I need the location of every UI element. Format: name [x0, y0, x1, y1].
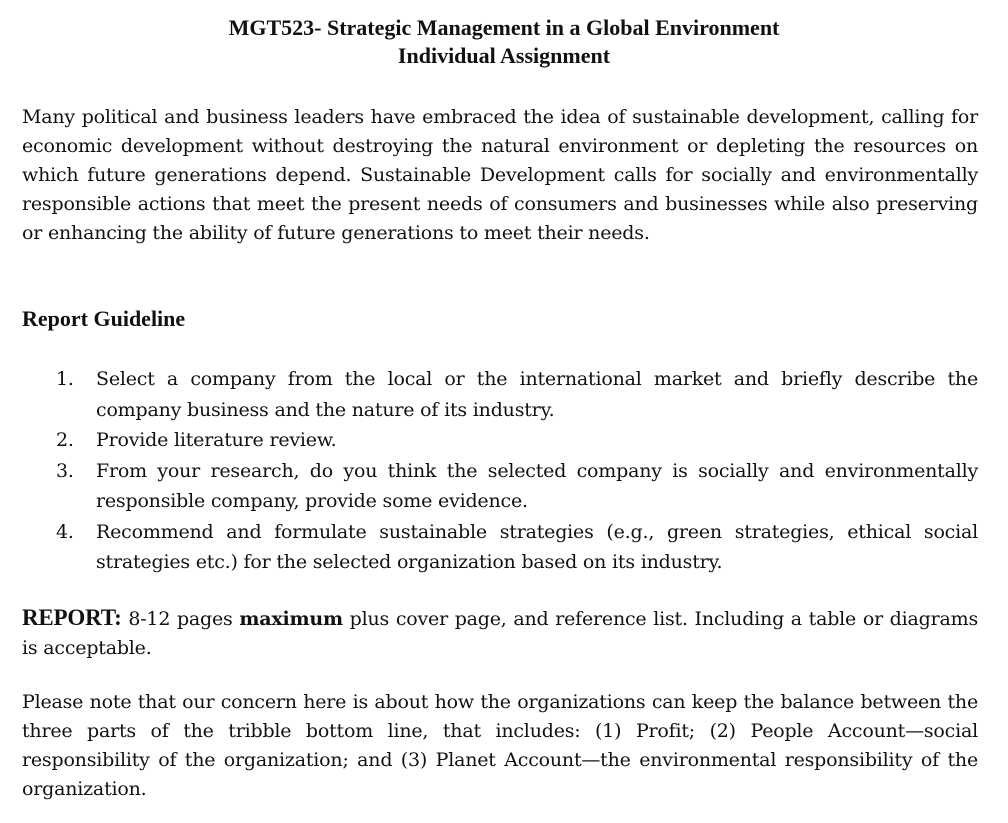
guideline-item: [56, 364, 978, 425]
guideline-item-number: 3.: [56, 459, 74, 482]
guideline-item-text: From your research, do you think the selected company is socially and environmentally responsible company, provide some evidence.: [96, 459, 978, 512]
report-label: REPORT:: [22, 605, 122, 630]
guideline-item-number: 2.: [56, 429, 74, 451]
report-details: plus cover page, and reference list. Including a table or diagrams is acceptable.: [22, 608, 978, 659]
guideline-item-text: Provide literature review.: [96, 429, 337, 451]
guideline-list: [56, 364, 978, 578]
document-title: MGT523- Strategic Management in a Global Environment: [228, 15, 780, 40]
document-subtitle: Individual Assignment: [397, 43, 611, 68]
report-maximum: maximum: [239, 608, 343, 630]
guideline-item: [56, 517, 978, 578]
guideline-item: [56, 425, 978, 456]
note-paragraph: Please note that our concern here is about how the organizations can keep the balance between the three parts of the tribble bottom line, that includes: (1) Profit; (2) People Account—social responsibility of the organization; and (3) Planet Account—the environmental responsibility of the organization.: [22, 691, 978, 800]
guideline-item-number: 4.: [56, 520, 74, 543]
guideline-item-text: Recommend and formulate sustainable strategies (e.g., green strategies, ethical social strategies etc.) for the selected organization based on its industry.: [96, 520, 978, 573]
guideline-item-number: 1.: [56, 368, 74, 390]
document-header: [0, 14, 1008, 70]
guideline-item-text: Select a company from the local or the international market and briefly describe the company business and the nature of its industry.: [96, 368, 978, 421]
report-pages: 8-12 pages: [121, 608, 240, 630]
report-paragraph: [22, 603, 978, 663]
report-guideline-heading: Report Guideline: [22, 306, 186, 331]
intro-paragraph: Many political and business leaders have embraced the idea of sustainable development, calling for economic development without destroying the natural environment or depleting the resources on which future generations depend. Sustainable Development calls for socially and environmentally responsible actions that meet the present needs of consumers and businesses while also preserving or enhancing the ability of future generations to meet their needs.: [22, 106, 978, 244]
guideline-item: [56, 456, 978, 517]
